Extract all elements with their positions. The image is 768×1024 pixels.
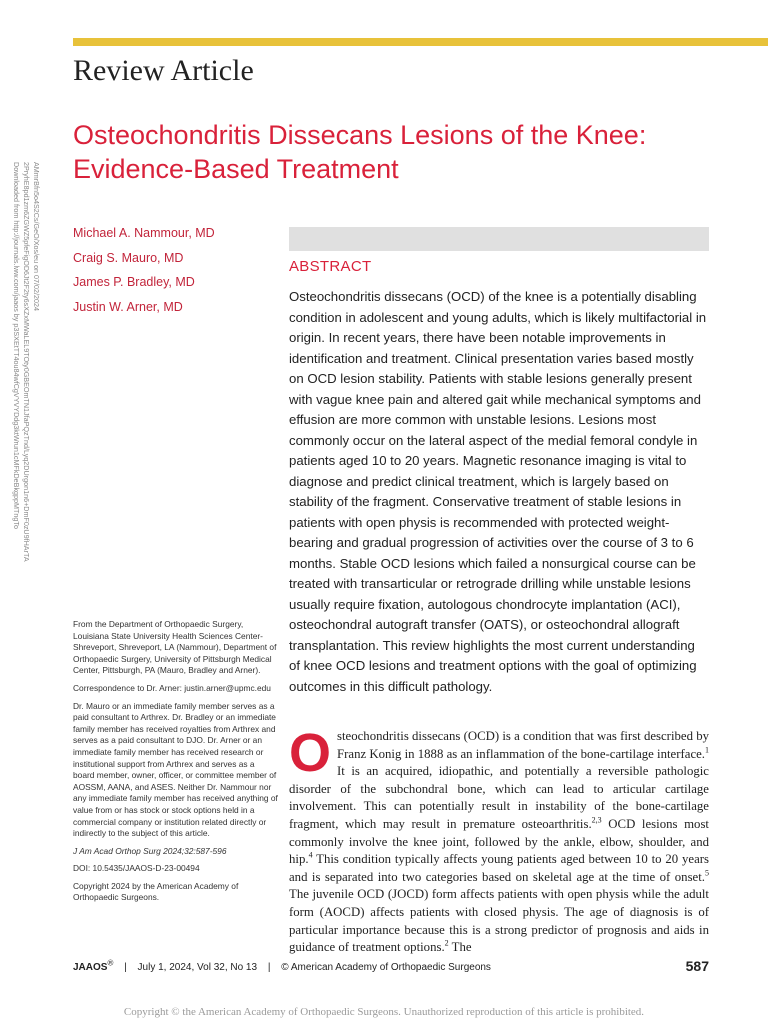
- society-name: © American Academy of Orthopaedic Surgeons: [281, 962, 491, 973]
- body-text-run: The juvenile OCD (JOCD) form affects patients with open physis while the adult form (AOCD) affects patients with closed physis. The age of diagnosis is of particular importance because this is a strong predictor of prognosis and aids in guidance of treatment options.: [289, 887, 709, 955]
- title-line-1: Osteochondritis Dissecans Lesions of the Knee:: [73, 120, 647, 150]
- abstract-text: Osteochondritis dissecans (OCD) of the knee is a potentially disabling condition in adolescent and young adults, which is likely multifactorial in origin. In recent years, there have been notable improvements in identification and treatment. Clinical presentation varies based mostly on OCD lesion stability. Patients with stable lesions generally present with vague knee pain and altered gait while mechanical symptoms and effusion are more common with unstable lesions. Lesions most commonly occur on the lateral aspect of the medial femoral condyle in patients aged 10 to 20 years. Magnetic resonance imaging is vital to diagnose and predict clinical treatment, which is largely based on stability of the fragment. Conservative treatment of stable lesions in patients with open physis is recommended with protected weight-bearing and gradual progression of activities over the course of 3 to 6 months. Stable OCD lesions which failed a nonsurgical course can be treated with transarticular or retrograde drilling while unstable lesions usually require fixation, autologous chondrocyte implantation (ACI), osteochondral autograft transfer (OATS), or osteochondral allograft transplantation. This review highlights the most current understanding of knee OCD lesions and treatment options with the goal of optimizing outcomes in this difficult pathology.: [289, 289, 707, 694]
- abstract-heading: ABSTRACT: [289, 258, 372, 275]
- author-name: Justin W. Arner, MD: [73, 299, 183, 314]
- body-paragraph: [289, 723, 709, 957]
- reference-marker: 4: [308, 850, 313, 860]
- body-text-run: steochondritis dissecans (OCD) is a condition that was first described by Franz Konig in 1888 as an inflammation of the bone-cartilage interface.: [337, 729, 709, 761]
- article-notes: [73, 619, 278, 910]
- abstract-divider-bar: [289, 227, 709, 251]
- page-footer: [73, 958, 709, 974]
- correspondence-note: Correspondence to Dr. Arner: justin.arner@upmc.edu: [73, 682, 271, 693]
- reference-marker: 2: [444, 938, 449, 948]
- body-text-run: This condition typically affects young patients aged between 10 to 20 years and is separated into two categories based on skeletal age at the time of onset.: [289, 852, 709, 884]
- reference-marker: 5: [705, 868, 709, 878]
- title-line-2: Evidence-Based Treatment: [73, 154, 399, 184]
- copyright-note: Copyright 2024 by the American Academy of Orthopaedic Surgeons.: [73, 880, 239, 903]
- watermark-line-3: AMmrBfn5o4S2Cs/GeO/Xos/eu on 07/02/2024: [32, 162, 41, 312]
- journal-name: JAAOS: [73, 962, 108, 973]
- disclosure-note: Dr. Mauro or an immediate family member serves as a paid consultant to Arthrex. Dr. Bradley or an immediate family member has received royalties from Arthrex and serves as a paid consultant to DJO. Dr. Arner or an immediate family member has received research or institutional support from Arthrex and serves as a board member, owner, officer, or committee member of AOSSM, AANA, and ASES. Neither Dr. Nammour nor any immediate family member has received anything of value from or has stock or stock options held in a commercial company or institution related directly or indirectly to the subject of this article.: [73, 700, 278, 839]
- affiliation-note: From the Department of Orthopaedic Surgery, Louisiana State University Health Sciences Center- Shreveport, Shreveport, LA (Nammour), Department of Orthopaedic Surgery, University of Pittsburgh Medical Center, Pittsburgh, PA (Mauro, Bradley and Arner).: [73, 619, 277, 676]
- issue-info: July 1, 2024, Vol 32, No 13: [137, 962, 258, 973]
- watermark-line-2: 2PryhE8pd1zm6ZGWZ5pfeFigOD6Jt2F2ty6sXZxMWaLEL9TOty0GBEOmTN1JfaPQzTnd/Lyq2DUrgon1n6+DmF0zU9fHArTA: [22, 162, 31, 562]
- drop-cap: O: [289, 723, 332, 783]
- footer-separator: |: [267, 962, 271, 973]
- footer-separator: |: [124, 962, 127, 973]
- page-number: 587: [685, 958, 709, 974]
- reference-marker: 1: [705, 745, 709, 755]
- author-name: James P. Bradley, MD: [73, 275, 195, 289]
- watermark-line-1: Downloaded from http://journals.lww.com/jaaos by p3SXEtTT4ou84wfCgVYVYDdg3ktWrun1cMFkDeBkgppMTngTo: [12, 162, 21, 529]
- section-label: Review Article: [73, 54, 254, 87]
- body-text-run: It is an acquired, idiopathic, and potentially a reversible pathologic disorder of the subchondral bone, which can lead to articular cartilage involvement. This can potentially result in instability of the bone-cartilage fragment, which may result in premature osteoarthritis.: [289, 764, 709, 831]
- registered-mark: ®: [107, 958, 114, 968]
- download-watermark: [0, 162, 52, 682]
- citation-note: J Am Acad Orthop Surg 2024;32:587-596: [73, 845, 227, 856]
- article-title: [73, 118, 673, 186]
- author-name: Michael A. Nammour, MD: [73, 226, 215, 240]
- reference-marker: 2,3: [591, 815, 602, 825]
- author-name: Craig S. Mauro, MD: [73, 250, 184, 265]
- doi-note: DOI: 10.5435/JAAOS-D-23-00494: [73, 863, 200, 874]
- body-text-run: The: [448, 940, 472, 955]
- body-text-run: OCD lesions most commonly involve the knee joint, followed by the ankle, elbow, shoulder, and hip.: [289, 816, 709, 867]
- header-accent-bar: [73, 38, 768, 46]
- author-list: [73, 221, 215, 319]
- copyright-line: Copyright © the American Academy of Orthopaedic Surgeons. Unauthorized reproduction of this article is prohibited.: [123, 1006, 645, 1018]
